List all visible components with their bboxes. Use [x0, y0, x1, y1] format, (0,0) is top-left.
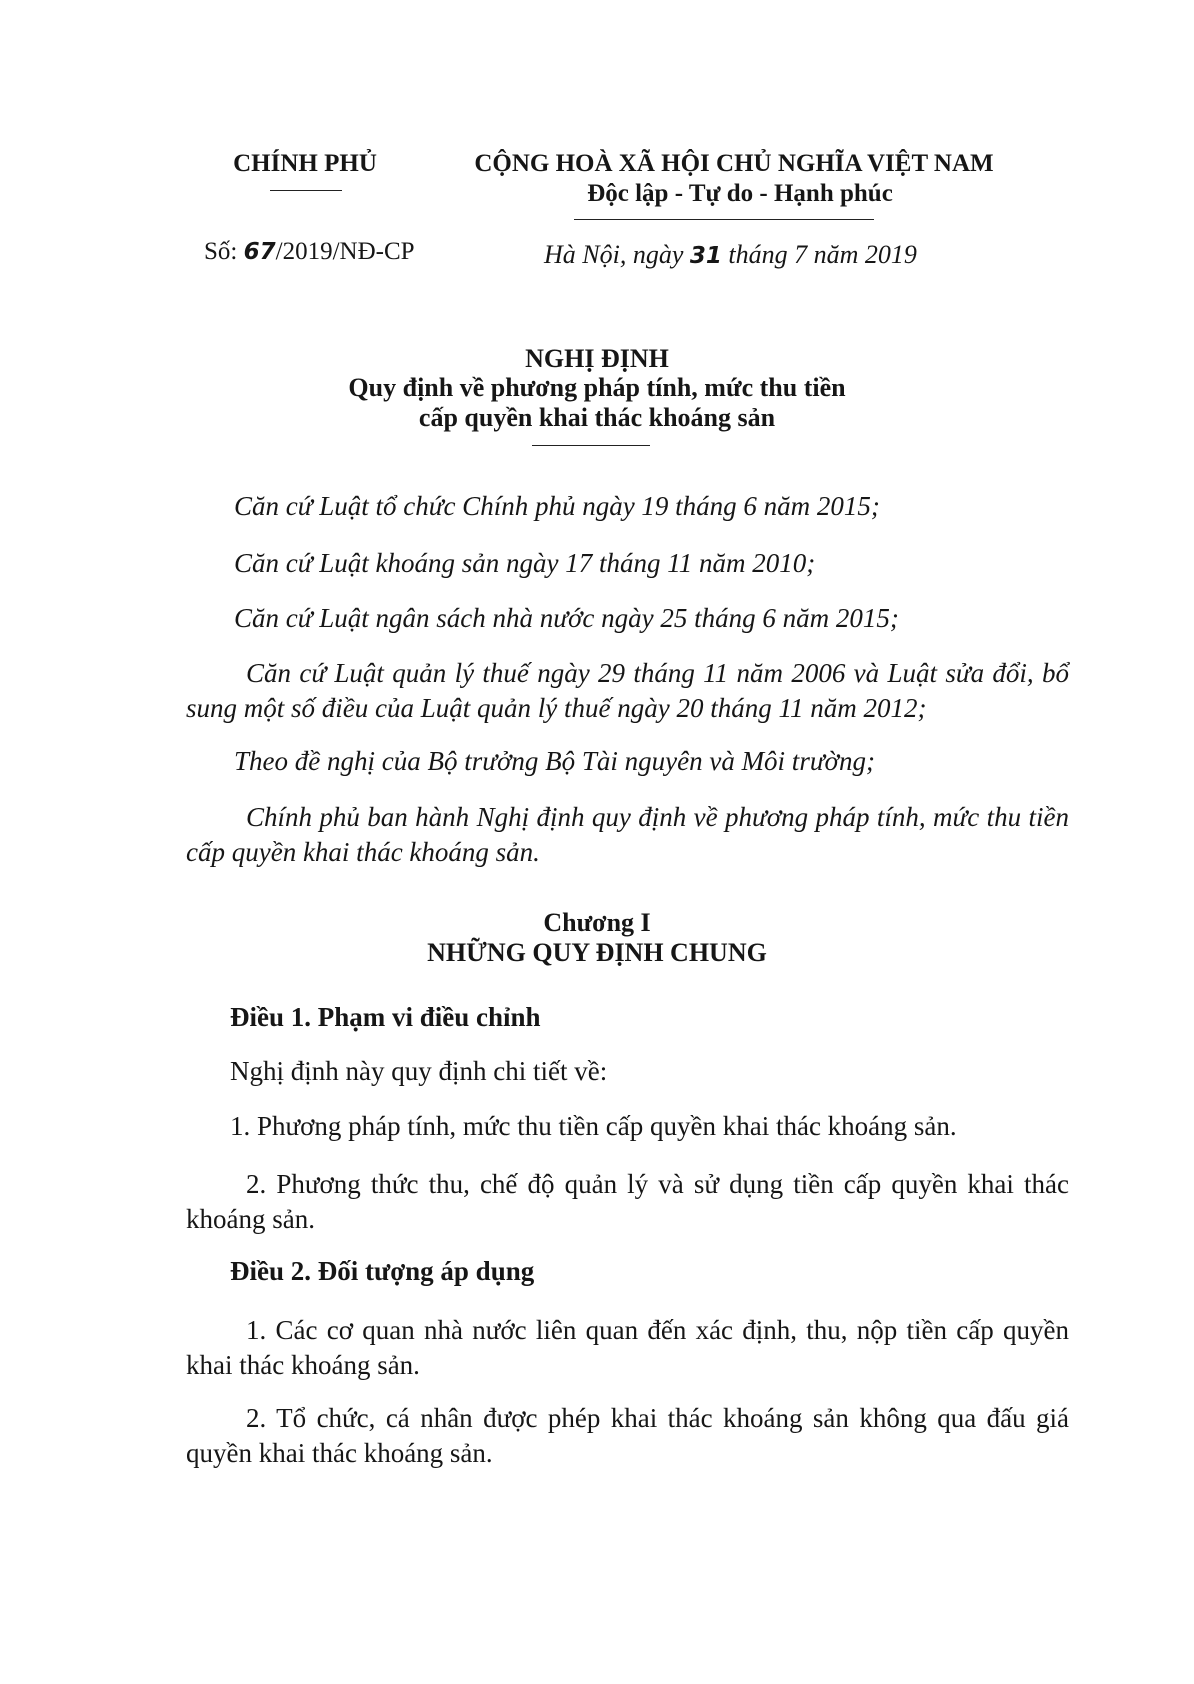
enactment-clause: Chính phủ ban hành Nghị định quy định về phương pháp tính, mức thu tiền cấp quyền khai thác khoáng sản. [186, 802, 1069, 867]
legal-basis-2: Căn cứ Luật khoáng sản ngày 17 tháng 11 năm 2010; [234, 548, 816, 578]
article-1-intro: Nghị định này quy định chi tiết về: [230, 1056, 608, 1086]
national-motto: Độc lập - Tự do - Hạnh phúc [587, 180, 893, 207]
legal-basis-3: Căn cứ Luật ngân sách nhà nước ngày 25 tháng 6 năm 2015; [234, 603, 899, 633]
document-type: NGHỊ ĐỊNH [525, 344, 669, 373]
issue-date: Hà Nội, ngày 31 tháng 7 năm 2019 [544, 240, 917, 269]
document-subject-line-1: Quy định về phương pháp tính, mức thu tiền [348, 373, 846, 402]
agency-underline [270, 190, 342, 191]
article-1-item-1: 1. Phương pháp tính, mức thu tiền cấp quyền khai thác khoáng sản. [230, 1111, 957, 1141]
legal-basis-1: Căn cứ Luật tổ chức Chính phủ ngày 19 tháng 6 năm 2015; [234, 491, 880, 521]
handwritten-number: 67 [243, 239, 276, 265]
article-2-heading: Điều 2. Đối tượng áp dụng [230, 1256, 535, 1286]
legal-basis-4: Căn cứ Luật quản lý thuế ngày 29 tháng 11 năm 2006 và Luật sửa đổi, bổ sung một số điều của Luật quản lý thuế ngày 20 tháng 11 năm 2012; [186, 658, 1069, 723]
article-1-item-2: 2. Phương thức thu, chế độ quản lý và sử dụng tiền cấp quyền khai thác khoáng sản. [186, 1169, 1069, 1234]
proposal-basis: Theo đề nghị của Bộ trưởng Bộ Tài nguyên và Môi trường; [234, 746, 875, 776]
country-name: CỘNG HOÀ XÃ HỘI CHỦ NGHĨA VIỆT NAM [474, 150, 994, 177]
issuing-agency: CHÍNH PHỦ [233, 150, 377, 177]
chapter-title: NHỮNG QUY ĐỊNH CHUNG [427, 938, 767, 967]
title-underline [532, 445, 650, 446]
motto-underline [574, 219, 874, 220]
article-2-item-2: 2. Tổ chức, cá nhân được phép khai thác khoáng sản không qua đấu giá quyền khai thác khoáng sản. [186, 1403, 1069, 1468]
article-1-heading: Điều 1. Phạm vi điều chỉnh [230, 1002, 541, 1032]
handwritten-day: 31 [689, 243, 722, 269]
document-subject-line-2: cấp quyền khai thác khoáng sản [418, 403, 776, 432]
article-2-item-1: 1. Các cơ quan nhà nước liên quan đến xác định, thu, nộp tiền cấp quyền khai thác khoáng sản. [186, 1315, 1069, 1380]
chapter-number: Chương I [543, 908, 651, 937]
document-number: Số: 67/2019/NĐ-CP [204, 238, 415, 265]
